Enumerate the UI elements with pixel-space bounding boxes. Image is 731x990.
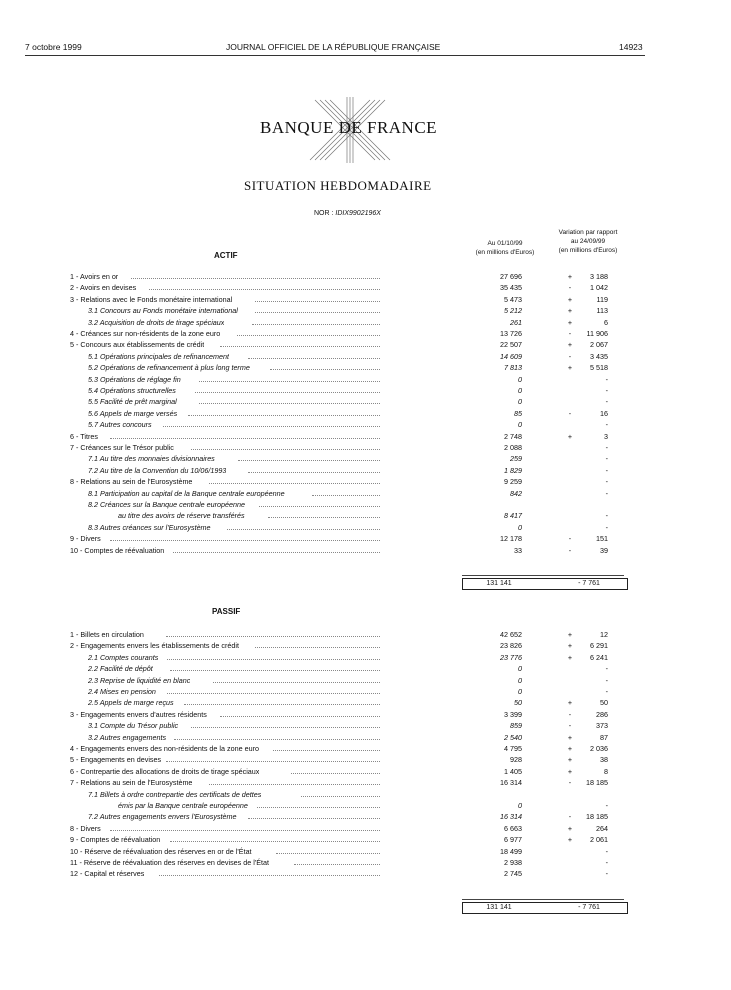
table-row <box>0 766 731 777</box>
amount-cell: 16 314 <box>500 812 522 822</box>
column-header-variation <box>548 228 628 255</box>
table-row <box>0 453 731 464</box>
dotted-leader <box>209 476 380 484</box>
amount-cell: 35 435 <box>500 283 522 293</box>
amount-cell: 5 473 <box>504 294 522 304</box>
variation-cell: 3 <box>604 431 608 441</box>
table-row <box>0 362 731 373</box>
variation-sign: - <box>568 721 572 731</box>
dotted-leader <box>149 282 380 290</box>
amount-cell: 0 <box>518 386 522 395</box>
table-row <box>0 465 731 476</box>
variation-cell: - <box>605 443 608 452</box>
row-label: 2.5 Appels de marge reçus <box>88 698 174 708</box>
row-label: 3.2 Acquisition de droits de tirage spéciaux <box>88 317 225 327</box>
nor-value: IDIX9902196X <box>335 210 381 217</box>
variation-cell: 5 518 <box>590 363 608 373</box>
amount-cell: 23 776 <box>500 652 522 662</box>
dotted-leader <box>209 777 380 785</box>
variation-cell: - <box>605 869 608 879</box>
row-label: 6 - Titres <box>70 431 98 441</box>
dotted-leader <box>159 868 380 876</box>
table-row <box>0 545 731 556</box>
variation-cell: - <box>605 846 608 856</box>
row-label: 1 - Billets en circulation <box>70 630 144 639</box>
amount-cell: 0 <box>518 687 522 696</box>
amount-cell: 42 652 <box>500 630 522 639</box>
table-row <box>0 305 731 316</box>
variation-sign: + <box>567 744 573 753</box>
table-row <box>0 271 731 282</box>
table-row <box>0 629 731 640</box>
variation-sign: - <box>568 812 572 822</box>
table-row <box>0 351 731 362</box>
table-row <box>0 419 731 430</box>
dotted-leader <box>227 522 380 530</box>
variation-sign: + <box>567 766 573 776</box>
row-label: 1 - Avoirs en or <box>70 272 119 281</box>
variation-cell: 6 291 <box>590 641 608 651</box>
table-row <box>0 754 731 765</box>
amount-cell: 1 405 <box>504 766 522 776</box>
actif-total-box <box>462 578 628 590</box>
variation-cell: 12 <box>600 630 608 639</box>
row-label: 5.3 Opérations de réglage fin <box>88 374 181 384</box>
variation-sign: - <box>568 408 572 418</box>
variation-cell: 264 <box>596 823 608 833</box>
amount-cell: 12 178 <box>500 534 522 544</box>
dotted-leader <box>166 629 380 637</box>
table-row <box>0 789 731 800</box>
amount-cell: 0 <box>518 801 522 810</box>
dotted-leader <box>167 652 380 660</box>
amount-cell: 16 314 <box>500 778 522 788</box>
row-label: 4 - Créances sur non-résidents de la zone euro <box>70 329 221 338</box>
dotted-leader <box>312 488 380 496</box>
variation-sign: + <box>567 340 573 350</box>
row-label: 5.1 Opérations principales de refinancement <box>88 351 230 361</box>
dotted-leader <box>255 294 380 302</box>
table-row <box>0 743 731 754</box>
dotted-leader <box>131 271 380 279</box>
row-label: 5.5 Facilité de prêt marginal <box>88 397 177 407</box>
row-label: 2 - Avoirs en devises <box>70 283 137 293</box>
row-label: 3.1 Concours au Fonds monétaire international <box>88 306 238 316</box>
actif-total-amount: 131 141 <box>486 580 512 587</box>
variation-cell: - <box>605 687 608 696</box>
amount-cell: 5 212 <box>504 306 522 316</box>
table-row <box>0 811 731 822</box>
dotted-leader <box>270 362 381 370</box>
variation-sign: + <box>567 317 573 327</box>
variation-cell: 286 <box>596 709 608 719</box>
table-row <box>0 476 731 487</box>
amount-cell: 2 938 <box>504 858 522 867</box>
row-label: 3.2 Autres engagements <box>88 732 167 742</box>
variation-cell: 16 <box>600 408 608 418</box>
dotted-leader <box>252 317 380 325</box>
amount-cell: 2 745 <box>504 869 522 879</box>
row-label: 8 - Relations au sein de l'Eurosystème <box>70 477 193 487</box>
amount-cell: 50 <box>514 698 522 708</box>
variation-sign: - <box>568 545 572 555</box>
passif-total-variation: - 7 761 <box>578 904 600 911</box>
table-row <box>0 408 731 419</box>
variation-cell: 6 <box>604 317 608 327</box>
row-label: 5.7 Autres concours <box>88 420 152 430</box>
dotted-leader <box>166 754 380 762</box>
amount-cell: 0 <box>518 675 522 685</box>
variation-cell: - <box>605 374 608 384</box>
dotted-leader <box>163 419 380 427</box>
passif-total-box <box>462 902 628 914</box>
amount-cell: 6 663 <box>504 823 522 833</box>
row-label: 10 - Comptes de réévaluation <box>70 545 165 555</box>
dotted-leader <box>213 675 380 683</box>
row-label: 7.2 Au titre de la Convention du 10/06/1993 <box>88 465 227 475</box>
variation-sign: + <box>567 431 573 441</box>
dotted-leader <box>220 709 380 717</box>
table-row <box>0 652 731 663</box>
variation-sign: + <box>567 732 573 742</box>
dotted-leader <box>110 823 381 831</box>
variation-cell: 3 435 <box>590 351 608 361</box>
dotted-leader <box>195 385 380 393</box>
table-row <box>0 697 731 708</box>
variation-cell: - <box>605 664 608 674</box>
column-header-variation-line1: Variation par rapport <box>558 229 618 236</box>
variation-cell: - <box>605 477 608 487</box>
dotted-leader <box>248 811 380 819</box>
row-label: 8.3 Autres créances sur l'Eurosystème <box>88 522 211 532</box>
row-label: 5.2 Opérations de refinancement à plus long terme <box>88 363 250 373</box>
row-label: 5.4 Opérations structurelles <box>88 386 176 395</box>
amount-cell: 259 <box>510 454 522 464</box>
amount-cell: 6 977 <box>504 835 522 845</box>
table-row <box>0 777 731 788</box>
variation-cell: - <box>605 675 608 685</box>
nor-reference <box>314 210 381 217</box>
dotted-leader <box>255 305 380 313</box>
row-label: au titre des avoirs de réserve transférés <box>118 511 245 521</box>
header-date: 7 octobre 1999 <box>25 42 82 52</box>
amount-cell: 0 <box>518 397 522 407</box>
row-label: 2.1 Comptes courants <box>88 652 159 662</box>
row-label: 10 - Réserve de réévaluation des réserves en or de l'État <box>70 846 252 856</box>
table-row <box>0 339 731 350</box>
dotted-leader <box>294 857 380 865</box>
variation-sign: + <box>567 652 573 662</box>
variation-sign: + <box>567 272 573 281</box>
column-header-variation-line2: au 24/09/99 <box>570 238 606 245</box>
dotted-leader <box>174 732 380 740</box>
amount-cell: 2 540 <box>504 732 522 742</box>
dotted-leader <box>199 396 381 404</box>
variation-cell: 50 <box>600 698 608 708</box>
row-label: 7 - Créances sur le Trésor public <box>70 443 174 452</box>
amount-cell: 8 417 <box>504 511 522 521</box>
variation-sign: + <box>567 641 573 651</box>
variation-cell: 2 036 <box>590 744 608 753</box>
amount-cell: 2 748 <box>504 431 522 441</box>
amount-cell: 0 <box>518 522 522 532</box>
variation-cell: - <box>605 488 608 498</box>
variation-cell: 151 <box>596 534 608 544</box>
dotted-leader <box>170 834 380 842</box>
amount-cell: 859 <box>510 721 522 731</box>
variation-cell: 6 241 <box>590 652 608 662</box>
actif-total-rule <box>462 575 624 576</box>
amount-cell: 85 <box>514 408 522 418</box>
variation-cell: 18 185 <box>586 812 608 822</box>
table-row <box>0 396 731 407</box>
row-label: 5.6 Appels de marge versés <box>88 408 178 418</box>
header-rule <box>25 55 645 56</box>
column-header-amount <box>470 239 540 257</box>
header-page: 14923 <box>619 42 643 52</box>
variation-cell: - <box>605 801 608 810</box>
amount-cell: 18 499 <box>500 846 522 856</box>
variation-cell: 2 067 <box>590 340 608 350</box>
variation-sign: + <box>567 306 573 316</box>
dotted-leader <box>248 465 380 473</box>
logo-text: BANQUE DE FRANCE <box>260 118 438 137</box>
table-row <box>0 675 731 686</box>
table-row <box>0 868 731 879</box>
amount-cell: 842 <box>510 488 522 498</box>
row-label: 7.2 Autres engagements envers l'Eurosystème <box>88 812 237 822</box>
variation-cell: 8 <box>604 766 608 776</box>
variation-cell: 11 906 <box>586 329 608 338</box>
row-label: 3.1 Compte du Trésor public <box>88 721 179 731</box>
variation-sign: + <box>567 698 573 708</box>
dotted-leader <box>238 453 380 461</box>
dotted-leader <box>188 408 380 416</box>
dotted-leader <box>301 789 380 797</box>
dotted-leader <box>191 720 380 728</box>
dotted-leader <box>259 499 380 507</box>
dotted-leader <box>273 743 380 751</box>
table-row <box>0 522 731 533</box>
page-title: SITUATION HEBDOMADAIRE <box>244 178 432 193</box>
dotted-leader <box>170 663 380 671</box>
row-label: 6 - Contrepartie des allocations de droits de tirage spéciaux <box>70 766 260 776</box>
variation-cell: - <box>605 522 608 532</box>
amount-cell: 22 507 <box>500 340 522 350</box>
amount-cell: 0 <box>518 420 522 430</box>
table-row <box>0 442 731 453</box>
row-label: 8.2 Créances sur la Banque centrale européenne <box>88 500 246 509</box>
variation-cell: 38 <box>600 755 608 765</box>
variation-cell: - <box>605 511 608 521</box>
amount-cell: 27 696 <box>500 272 522 281</box>
table-row <box>0 431 731 442</box>
table-row <box>0 282 731 293</box>
passif-total-amount: 131 141 <box>486 904 512 911</box>
variation-sign: + <box>567 823 573 833</box>
dotted-leader <box>257 800 380 808</box>
row-label: émis par la Banque centrale européenne <box>118 801 248 810</box>
table-row <box>0 533 731 544</box>
dotted-leader <box>184 697 380 705</box>
header-journal: JOURNAL OFFICIEL DE LA RÉPUBLIQUE FRANÇAISE <box>226 42 441 52</box>
dotted-leader <box>110 533 381 541</box>
table-row <box>0 834 731 845</box>
variation-sign: + <box>567 835 573 845</box>
amount-cell: 3 399 <box>504 709 522 719</box>
row-label: 9 - Divers <box>70 534 101 544</box>
row-label: 7.1 Billets à ordre contrepartie des certificats de dettes <box>88 789 262 799</box>
variation-cell: - <box>605 465 608 475</box>
row-label: 3 - Engagements envers d'autres résidents <box>70 709 207 719</box>
row-label: 9 - Comptes de réévaluation <box>70 835 161 845</box>
table-row <box>0 640 731 651</box>
table-row <box>0 488 731 499</box>
variation-cell: - <box>605 397 608 407</box>
table-row <box>0 385 731 396</box>
amount-cell: 1 829 <box>504 465 522 475</box>
dotted-leader <box>167 686 380 694</box>
row-label: 7.1 Au titre des monnaies divisionnaires <box>88 454 215 464</box>
amount-cell: 13 726 <box>500 329 522 338</box>
row-label: 2.3 Reprise de liquidité en blanc <box>88 675 191 685</box>
amount-cell: 0 <box>518 374 522 384</box>
dotted-leader <box>199 374 381 382</box>
table-row <box>0 317 731 328</box>
dotted-leader <box>110 431 381 439</box>
column-header-amount-line1: Au 01/10/99 <box>487 240 523 247</box>
column-header-amount-line2: (en millions d'Euros) <box>475 249 535 256</box>
variation-sign: + <box>567 294 573 304</box>
variation-cell: 18 185 <box>586 778 608 788</box>
dotted-leader <box>268 510 380 518</box>
actif-total-variation: - 7 761 <box>578 580 600 587</box>
row-label: 5 - Concours aux établissements de crédit <box>70 340 205 350</box>
variation-cell: - <box>605 454 608 464</box>
variation-cell: 119 <box>596 294 608 304</box>
table-row <box>0 857 731 868</box>
dotted-leader <box>248 351 380 359</box>
dotted-leader <box>237 328 380 336</box>
variation-cell: 1 042 <box>590 283 608 293</box>
row-label: 8 - Divers <box>70 823 101 833</box>
variation-cell: 113 <box>596 306 608 316</box>
row-label: 8.1 Participation au capital de la Banque centrale européenne <box>88 488 285 498</box>
dotted-leader <box>220 339 380 347</box>
amount-cell: 261 <box>510 317 522 327</box>
amount-cell: 33 <box>514 545 522 555</box>
amount-cell: 7 813 <box>504 363 522 373</box>
amount-cell: 23 826 <box>500 641 522 651</box>
table-row <box>0 823 731 834</box>
row-label: 7 - Relations au sein de l'Eurosystème <box>70 778 193 788</box>
passif-total-rule <box>462 899 624 900</box>
variation-cell: 39 <box>600 545 608 555</box>
table-row <box>0 510 731 521</box>
variation-sign: - <box>568 329 572 338</box>
variation-cell: 2 061 <box>590 835 608 845</box>
variation-sign: - <box>568 283 572 293</box>
table-row <box>0 709 731 720</box>
amount-cell: 9 259 <box>504 477 522 487</box>
row-label: 2.2 Facilité de dépôt <box>88 664 153 674</box>
section-title-passif: PASSIF <box>212 607 241 616</box>
dotted-leader <box>173 545 380 553</box>
variation-sign: - <box>568 778 572 788</box>
amount-cell: 14 609 <box>500 351 522 361</box>
table-row <box>0 732 731 743</box>
variation-cell: 3 188 <box>590 272 608 281</box>
nor-label: NOR : <box>314 210 334 217</box>
variation-cell: 87 <box>600 732 608 742</box>
table-row <box>0 499 731 510</box>
dotted-leader <box>291 766 380 774</box>
amount-cell: 2 088 <box>504 443 522 452</box>
variation-sign: + <box>567 755 573 765</box>
row-label: 5 - Engagements en devises <box>70 755 162 765</box>
amount-cell: 0 <box>518 664 522 674</box>
row-label: 3 - Relations avec le Fonds monétaire international <box>70 294 233 304</box>
section-title-actif: ACTIF <box>214 251 238 260</box>
row-label: 12 - Capital et réserves <box>70 869 145 879</box>
table-row <box>0 720 731 731</box>
dotted-leader <box>276 846 380 854</box>
amount-cell: 4 795 <box>504 744 522 753</box>
table-row <box>0 328 731 339</box>
row-label: 4 - Engagements envers des non-résidents de la zone euro <box>70 744 259 753</box>
table-row <box>0 686 731 697</box>
variation-cell: - <box>605 858 608 867</box>
amount-cell: 928 <box>510 755 522 765</box>
table-row <box>0 374 731 385</box>
variation-sign: - <box>568 351 572 361</box>
variation-sign: + <box>567 630 573 639</box>
variation-sign: + <box>567 363 573 373</box>
table-row <box>0 663 731 674</box>
table-row <box>0 294 731 305</box>
row-label: 11 - Réserve de réévaluation des réserves en devises de l'État <box>70 858 270 867</box>
table-row <box>0 800 731 811</box>
column-header-variation-line3: (en millions d'Euros) <box>558 247 618 254</box>
dotted-leader <box>255 640 380 648</box>
variation-cell: 373 <box>596 721 608 731</box>
row-label: 2 - Engagements envers les établissements de crédit <box>70 641 239 651</box>
variation-sign: - <box>568 709 572 719</box>
table-row <box>0 846 731 857</box>
row-label: 2.4 Mises en pension <box>88 687 156 696</box>
dotted-leader <box>191 442 380 450</box>
variation-cell: - <box>605 386 608 395</box>
variation-cell: - <box>605 420 608 430</box>
variation-sign: - <box>568 534 572 544</box>
